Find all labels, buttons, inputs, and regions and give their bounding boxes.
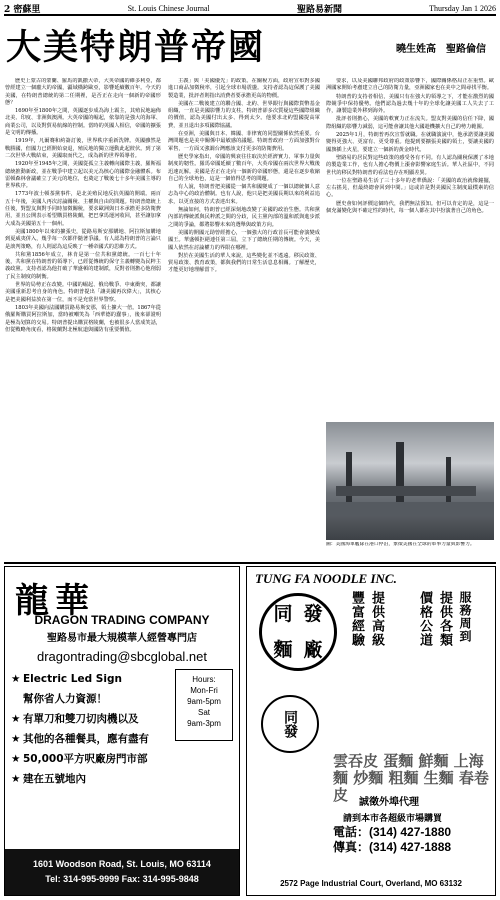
paragraph: 歷史學家指出，帝國的興衰往往取決於經濟實力、軍事力量與制度的韌性。羅馬帝國延續了數百年，大英帝國在兩次世界大戰後迅速瓦解。美國是否正在走向一個新的帝國形態，還是在逐步收縮自己的全球角色，這是一個值得思考的問題。 <box>168 153 320 182</box>
paragraph: 歷史上蒙古的蒙蘭、羅馬的凱撒大帝，大英帝國的維多利亞，都曾經建立一個龐大的帝國，疆域橫跨歐亞，影響延續數百年。今天的美國，在特朗普總統的第二任期裡，是否正在走向一個新的帝國形態？ <box>5 78 161 106</box>
photo-caption: 圖：美國海軍艦隊在港口停泊，象徵美國在全球的軍事力量與影響力。 <box>326 542 475 547</box>
company-seal: 同發 <box>261 695 319 753</box>
hours-weekday-time: 9am-5pm <box>187 697 221 706</box>
paragraph: 共和黨1856年成立，林肯是第一位共和黨總統。一百七十年後，共和黨在特朗普的領導下，已經從傳統的保守主義轉變為民粹主義政黨。支持者認為他打破了華盛頓的建制派，反對者則擔心他削弱了民主制度的制衡。 <box>5 251 161 280</box>
ad-feature-list <box>11 669 171 789</box>
article-column-3 <box>326 78 494 418</box>
list-item: ★ Electric Led Sign <box>11 669 171 689</box>
product-list: 雲吞皮 蛋麵 鮮麵 上海麵 炒麵 粗麵 生麵 春卷皮 <box>333 752 489 804</box>
article-headline: 大美特朗普帝國 <box>6 28 266 68</box>
paragraph: 對於在美國生活的華人來說，這些變化並不遙遠。移民政策、貿易政策、教育政策，都與我們的日常生活息息相關。了解歷史，才能更好地理解當下。 <box>168 252 320 274</box>
section-divider <box>4 562 496 564</box>
hours-title: Hours: <box>192 675 216 684</box>
slogan: 服務周到 <box>458 591 472 643</box>
paragraph: 1690年至1800年之間，英國逐步成為海上霸主，其殖民地遍佈北美、印度、非洲與澳洲。大英帝國的崛起，依靠的是強大的海軍、商業公司，以及對貿易航線的控制。當時的英國人相信，帝國的擴張是文明的傳播。 <box>5 108 161 137</box>
paragraph: 世界的局勢正在改變。中國的崛起、俄烏戰爭、中東衝突，都讓美國重新思考自身的角色。特朗普提出「讓美國再次偉大」，其核心是把美國利益放在第一位，而不是充當世界警察。 <box>5 282 161 303</box>
dragon-trading-ad <box>4 566 240 896</box>
ad-address: 1601 Woodson Road, St. Louis, MO 63114 <box>33 859 211 869</box>
list-item: ★ 其他的各種餐具，應有盡有 <box>11 729 171 749</box>
paragraph: 美國1800年以來的擴張史，從路易斯安那購地、阿拉斯加購地到夏威夷併入，幾乎每一次都伴隨著爭議。有人認為特朗普的言論只是談判策略，有人則認為這反映了一種帝國式的思維方式。 <box>5 228 161 250</box>
ad-brand-name: 龍華 <box>15 581 95 621</box>
list-item: 幫你省人力資源！ <box>23 693 107 705</box>
paragraph: 一位在聖路易生活了三十多年的老華僑說：「美國的政治就像鐘擺，左右搖晃，但最終總會回到中間。」這或許是對美國民主制度最樸素的信心。 <box>326 177 494 199</box>
slogan: 提供各類 <box>437 591 452 647</box>
slogan: 豐富經驗 <box>349 591 364 647</box>
paragraph: 批評者則擔心，美國的軟實力正在流失。盟友對美國的信任下降，國際組織的影響力減弱，這可能會讓其他大國趁機擴大自己的勢力範圍。 <box>326 116 494 130</box>
star-icon: ★ <box>11 773 21 785</box>
paragraph: 2025年1月，特朗普再次宣誓就職。在就職演說中，他承諾要讓美國變得更強大、更富有、更受尊重。他提到要擴張美國的領土，要讓美國的國旗插上火星，要建立一個新的黃金時代。 <box>326 132 494 153</box>
noodle-logo: 同 發 麵 廠 <box>259 593 337 671</box>
hours-weekdays: Mon-Fri <box>190 686 218 695</box>
paragraph: 要求，以及美國聯邦政府的政策影響下，國際關係格局正在重塑。歐洲國家開始考慮建立自己的防衛力量，亞洲國家也在美中之間尋找平衡。 <box>326 78 494 92</box>
star-icon: ★ <box>11 713 21 725</box>
paragraph: 聖路易的居民對這些政策的感受各有不同。有人認為關稅保護了本地的製造業工作，也有人擔心物價上漲會影響家庭生活。華人社區中，不同世代的移民對特朗普的看法也存在明顯差異。 <box>326 154 494 176</box>
ad-email-link[interactable]: dragontrading@sbcglobal.net <box>36 649 208 664</box>
paragraph: 1803年美國向法國購買路易斯安那，領土擴大一倍。1867年從俄羅斯購買阿拉斯加，當時被嘲笑為「西華德的蠢事」，後來卻證明是極為划算的交易。特朗普提出購買格陵蘭，也被很多人當成笑話，但從戰略角度看，格陵蘭對北極航道與國防有重要價值。 <box>5 304 161 333</box>
ad-phone: 電話：(314) 427-1880 傳真：(314) 427-1888 <box>333 825 452 854</box>
masthead <box>4 2 496 16</box>
paragraph: 1773年波士頓茶黨事件，是北美殖民地反抗英國的開端。兩百五十年後，美國人再次討論關稅、主權與自由的問題。特朗普總統上任後，對盟友與對手同時加徵關稅，要求歐洲與日本承擔更多防衛費用，並且公開表示希望購買格陵蘭，把巴拿馬運河收回，甚至讓加拿大成為美國第五十一個州。 <box>5 191 161 227</box>
paragraph: 歷史會如何評價這個時代，我們無法預知。但可以肯定的是，這是一個充滿變化與不確定性的時代，每一個人都在其中扮演著自己的角色。 <box>326 200 494 215</box>
star-icon: ★ <box>11 673 21 685</box>
ad-phone: Tel: 314-995-9999 Fax: 314-995-9848 <box>45 874 199 884</box>
article-photo <box>326 422 494 540</box>
page-section: 2 密蘇里 <box>4 4 41 15</box>
paragraph: 美國的開國元勛曾經擔心，一個強大的行政首長可能會演變成國王。華盛頓拒絕連任第三屆，立下了總統任期的傳統。今天，美國人依然在討論權力的界限在哪裡。 <box>168 229 320 251</box>
ad-contact-bar <box>5 849 239 895</box>
agent-wanted: 誠徵外埠代理 <box>359 797 419 808</box>
article-byline: 曉生姓高 聖路倫信 <box>396 44 486 55</box>
ad-welcome: 請到本市各超級市場購買 <box>343 814 443 824</box>
paragraph: 在亞洲，美國與日本、韓國、菲律賓的同盟關係依然重要。台灣問題也是美中關係中最敏感的議題。特朗普政府一方面加強對台軍售，一方面又強調台灣應該支付更多的防衛費用。 <box>168 131 320 152</box>
list-item: ★ 建在五號地內 <box>11 769 171 789</box>
ad-brand-name-en: DRAGON TRADING COMPANY <box>34 613 210 627</box>
paragraph: 特朗普的支持者相信，美國只有在強大的領導之下，才能在激烈的國際競爭中保持優勢。他們認為過去幾十年的全球化讓美國工人失去了工作，讓製造業外移到海外。 <box>326 93 494 115</box>
paragraph: 1920年至1945年之間，美國從孤立主義轉向國際主義，羅斯福總統推動新政，並在戰爭中建立起以美元為核心的國際金融體系。布雷頓森林會議確立了美元的地位，也奠定了戰後七十多年美國主導的世界秩序。 <box>5 161 161 190</box>
paragraph: 美國在二戰後建立的聯合國、北約、世界銀行與國際貨幣基金組織，一直是美國影響力的支柱。特朗普卻多次質疑這些國際組織的價值，認為美國付出太多、得到太少。他要求北約盟國提高軍費，並且退出多項國際協議。 <box>168 100 320 129</box>
hours-saturday-time: 9am-3pm <box>187 719 221 728</box>
slogan: 提供高級 <box>369 591 384 647</box>
ad-brand-name-en: TUNG FA NOODLE INC. <box>255 571 397 586</box>
paper-name-en: St. Louis Chinese Journal <box>127 3 210 13</box>
ad-subtitle: 聖路易市最大規模華人經營專門店 <box>47 633 197 644</box>
star-icon: ★ <box>11 733 21 745</box>
list-item: ★ 50,000平方呎廠房門市部 <box>11 749 171 769</box>
paragraph: 主義」與「美國優先」的政策。在關稅方面，政府宣布對多國進口商品加徵稅率，引起全球市場震盪。支持者認為這保護了美國製造業，批評者則指出消費者要承擔更高的物價。 <box>168 78 320 99</box>
ad-address: 2572 Page Industrial Court, Overland, MO 63132 <box>280 879 462 888</box>
paragraph: 1919年，凡爾賽和約簽訂後，世界秩序重新洗牌。英國雖然是戰勝國，但國力已經開始衰退，殖民地的獨立運動此起彼伏。到了第二次世界大戰結束，美國取而代之，成為新的世界領導者。 <box>5 138 161 159</box>
star-icon: ★ <box>11 753 21 765</box>
tung-fa-noodle-ad <box>246 566 496 896</box>
issue-date: Thursday Jan 1 2026 <box>429 3 496 13</box>
hours-saturday: Sat <box>197 708 210 717</box>
article-column-2 <box>168 78 320 560</box>
article-column-1 <box>5 78 161 560</box>
list-item: ★ 有單刀和雙刀切肉機以及 <box>11 709 171 729</box>
business-hours <box>175 669 233 741</box>
paper-name-cn: 聖路易新聞 <box>296 4 342 15</box>
paragraph: 無論如何，特朗普已經深刻地改變了美國的政治生態。共和黨內部的傳統派與民粹派之間的分歧，民主黨內部的溫和派與進步派之間的爭論，都將影響未來的選舉與政策方向。 <box>168 207 320 228</box>
paragraph: 有人說，特朗普把美國從一個共和國變成了一個以總統個人意志為中心的政治體制。也有人說，他只是把美國長期以來的利益追求，以更直接的方式表達出來。 <box>168 184 320 205</box>
slogan: 價格公道 <box>417 591 432 647</box>
